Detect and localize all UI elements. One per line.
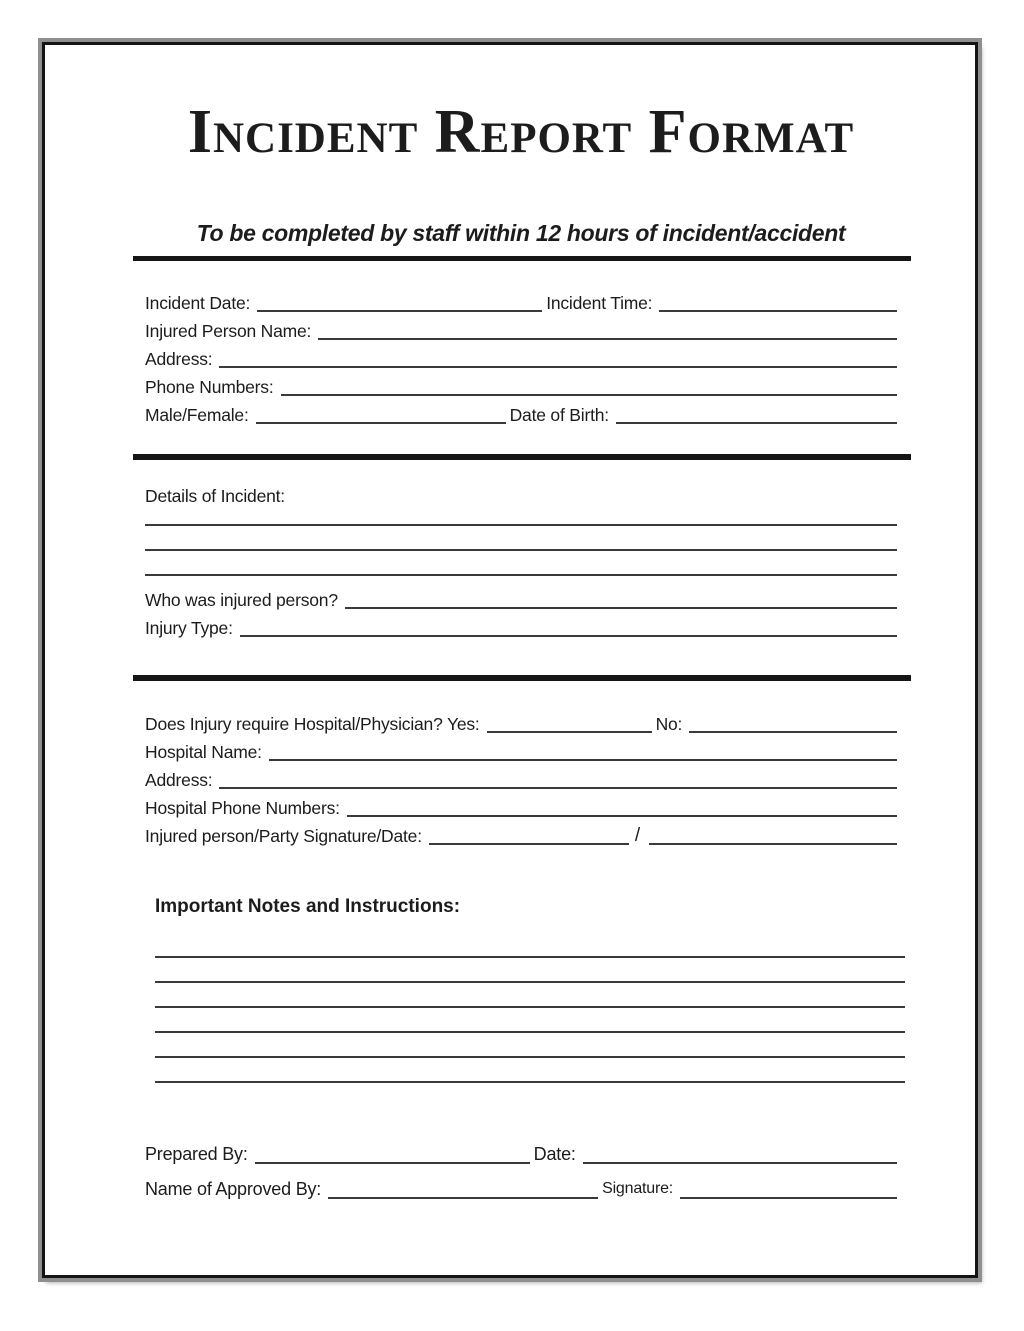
notes-line-5[interactable]	[155, 1056, 905, 1058]
incident-details-line-1[interactable]	[145, 524, 897, 526]
form-content	[45, 98, 975, 1331]
important-notes-heading: Important Notes and Instructions:	[155, 896, 461, 917]
phone-numbers-row	[145, 375, 897, 399]
who-injured-row	[145, 588, 897, 612]
hospital-address-label: Address:	[145, 770, 213, 790]
section-divider-1	[133, 454, 911, 460]
injury-type-input[interactable]	[240, 635, 897, 637]
injured-name-row	[145, 319, 897, 343]
party-date-input[interactable]	[649, 843, 897, 845]
section-approval	[145, 1141, 897, 1202]
signature-input[interactable]	[680, 1197, 897, 1199]
section-incident	[145, 484, 897, 640]
details-of-incident-label: Details of Incident:	[145, 486, 285, 506]
hospital-required-yes-label: Does Injury require Hospital/Physician? Yes:	[145, 714, 480, 734]
injury-type-row	[145, 616, 897, 640]
injured-person-name-label: Injured Person Name:	[145, 321, 312, 341]
signature-date-separator: /	[634, 825, 640, 846]
incident-time-input[interactable]	[659, 310, 897, 312]
signature-date-row	[145, 824, 897, 848]
prepared-by-input[interactable]	[255, 1162, 530, 1164]
date-of-birth-input[interactable]	[616, 422, 897, 424]
approved-by-input[interactable]	[328, 1197, 598, 1199]
party-signature-date-label: Injured person/Party Signature/Date:	[145, 826, 422, 846]
section-personal	[145, 291, 897, 427]
party-signature-input[interactable]	[429, 843, 629, 845]
incident-date-label: Incident Date:	[145, 293, 251, 313]
section-hospital	[145, 712, 897, 848]
gender-dob-row	[145, 403, 897, 427]
hospital-name-input[interactable]	[269, 759, 897, 761]
hospital-required-no-label: No:	[655, 714, 683, 734]
male-female-input[interactable]	[256, 422, 506, 424]
address-row	[145, 347, 897, 371]
notes-line-2[interactable]	[155, 981, 905, 983]
phone-numbers-input[interactable]	[281, 394, 897, 396]
incident-date-input[interactable]	[257, 310, 542, 312]
page-title: Incident Report Format	[187, 98, 855, 166]
notes-line-1[interactable]	[155, 956, 905, 958]
who-injured-label: Who was injured person?	[145, 590, 338, 610]
hospital-phone-row	[145, 796, 897, 820]
hospital-name-row	[145, 740, 897, 764]
notes-line-3[interactable]	[155, 1006, 905, 1008]
hospital-required-no-input[interactable]	[689, 731, 897, 733]
incident-details-line-3[interactable]	[145, 574, 897, 576]
hospital-name-label: Hospital Name:	[145, 742, 262, 762]
date-label: Date:	[533, 1144, 576, 1164]
approved-by-row	[145, 1176, 897, 1202]
injured-person-name-input[interactable]	[318, 338, 897, 340]
incident-time-label: Incident Time:	[546, 293, 653, 313]
who-injured-input[interactable]	[345, 607, 897, 609]
incident-details-line-2[interactable]	[145, 549, 897, 551]
signature-label: Signature:	[602, 1180, 674, 1197]
prepared-by-label: Prepared By:	[145, 1144, 248, 1164]
injury-type-label: Injury Type:	[145, 618, 233, 638]
title-rule	[133, 256, 911, 261]
notes-line-4[interactable]	[155, 1031, 905, 1033]
hospital-address-row	[145, 768, 897, 792]
date-input[interactable]	[583, 1162, 897, 1164]
approved-by-label: Name of Approved By:	[145, 1179, 322, 1199]
incident-date-row	[145, 291, 897, 315]
section-divider-2	[133, 675, 911, 681]
hospital-phone-label: Hospital Phone Numbers:	[145, 798, 340, 818]
male-female-label: Male/Female:	[145, 405, 249, 425]
notes-line-6[interactable]	[155, 1081, 905, 1083]
section-notes	[145, 894, 897, 1083]
address-input[interactable]	[219, 366, 897, 368]
hospital-required-row	[145, 712, 897, 736]
address-label: Address:	[145, 349, 213, 369]
hospital-required-yes-input[interactable]	[487, 731, 652, 733]
page-subtitle: To be completed by staff within 12 hours of incident/accident	[196, 220, 846, 246]
hospital-address-input[interactable]	[219, 787, 897, 789]
form-page	[42, 42, 978, 1278]
prepared-by-row	[145, 1141, 897, 1167]
notes-lines	[155, 956, 905, 1083]
phone-numbers-label: Phone Numbers:	[145, 377, 274, 397]
hospital-phone-input[interactable]	[347, 815, 897, 817]
date-of-birth-label: Date of Birth:	[509, 405, 609, 425]
